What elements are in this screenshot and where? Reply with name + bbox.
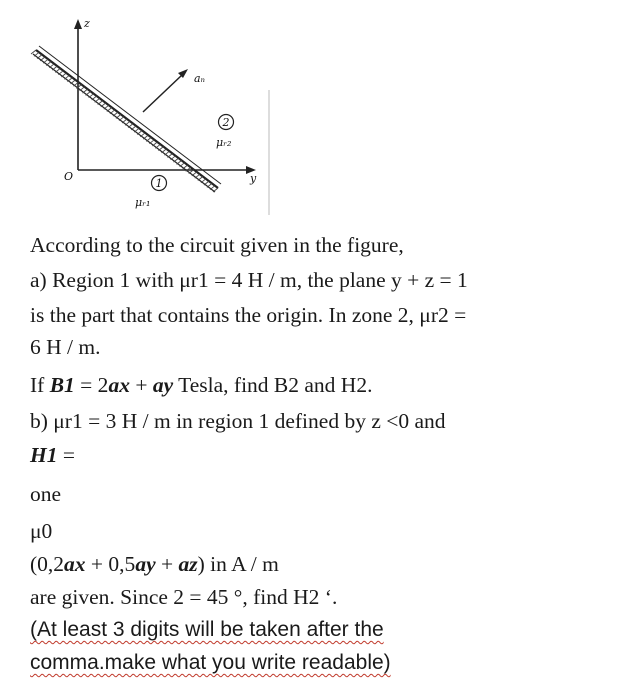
part-b-line1: b) μr1 = 3 H / m in region 1 defined by z <0 and — [30, 409, 446, 433]
part-b-h1: H1 = — [30, 443, 75, 467]
problem-figure — [18, 10, 273, 215]
normal-vector — [143, 75, 182, 112]
part-b-given: are given. Since 2 = 45 °, find H2 ‘. — [30, 585, 338, 609]
note-line1: (At least 3 digits will be taken after the — [30, 618, 384, 641]
mu-r1-label: μᵣ₁ — [135, 196, 151, 209]
part-a-line2: is the part that contains the origin. In zone 2, μr2 = — [30, 303, 467, 327]
part-b-mu0: μ0 — [30, 519, 53, 543]
y-axis-label: y — [250, 172, 257, 185]
note-line2: comma.make what you write readable) — [30, 651, 391, 674]
z-axis-label: z — [84, 17, 90, 30]
h1-symbol: H1 — [30, 443, 58, 467]
part-a-line3: 6 H / m. — [30, 335, 101, 359]
region2-number: 2 — [222, 116, 230, 129]
problem-intro: According to the circuit given in the figure, — [30, 233, 404, 257]
region1-number: 1 — [155, 177, 163, 190]
z-axis-arrow — [74, 19, 82, 29]
region-diagram — [18, 10, 273, 215]
mu-r2-label: μᵣ₂ — [216, 136, 232, 149]
origin-label: O — [64, 170, 74, 183]
part-a-line1: a) Region 1 with μr1 = 4 H / m, the plane y + z = 1 — [30, 268, 468, 292]
part-b-vector: (0,2ax + 0,5ay + az) in A / m — [30, 552, 279, 576]
part-a-given: If B1 = 2ax + ay Tesla, find B2 and H2. — [30, 373, 373, 397]
b1-symbol: B1 — [49, 373, 75, 397]
part-b-one: one — [30, 482, 62, 506]
normal-vector-label: aₙ — [194, 72, 206, 85]
